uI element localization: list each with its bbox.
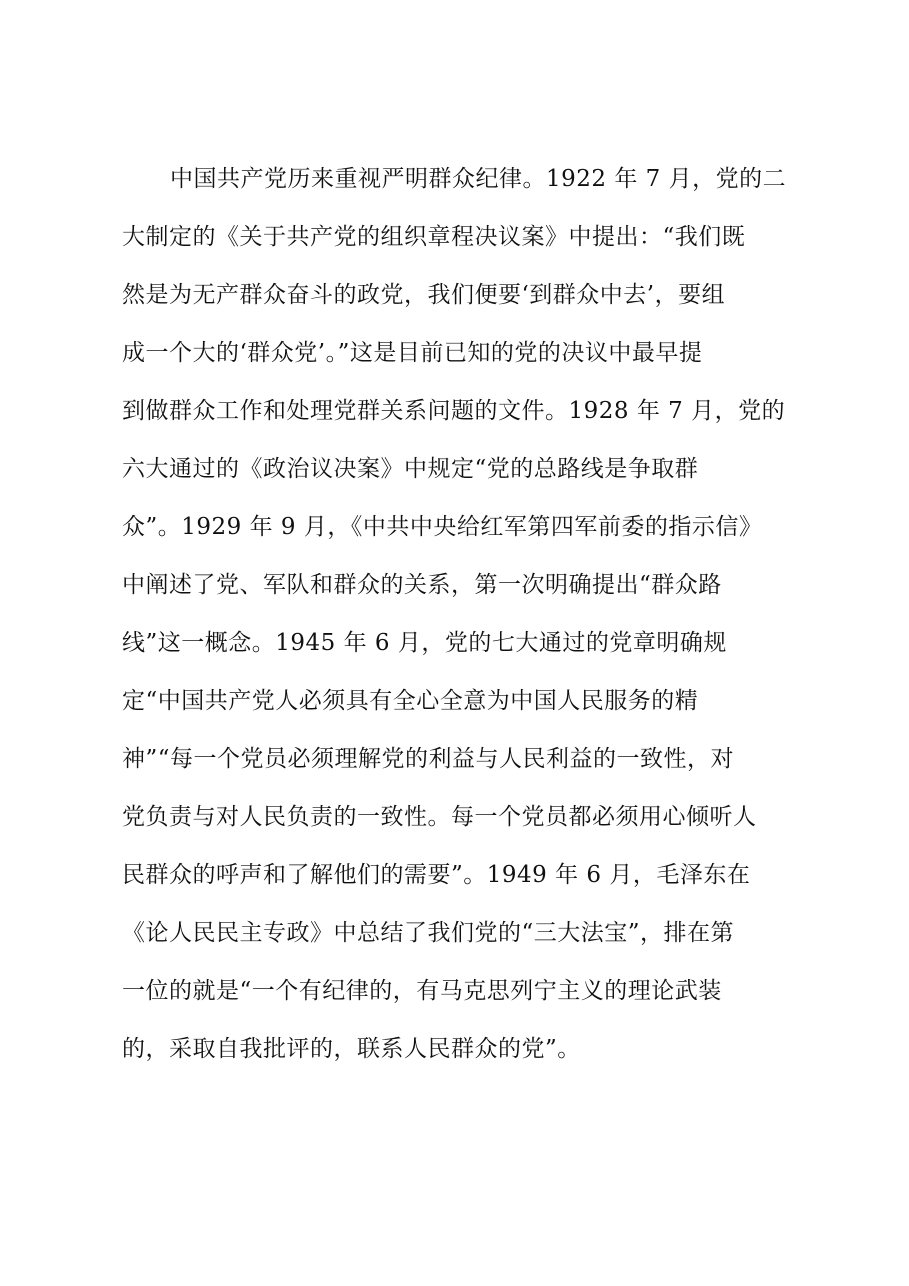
paragraph-line: 大制定的《关于共产党的组织章程决议案》中提出：“我们既 (122, 224, 746, 250)
paragraph-line: 定“中国共产党人必须具有全心全意为中国人民服务的精 (122, 688, 699, 714)
paragraph-line: 《论人民民主专政》中总结了我们党的“三大法宝”，排在第 (122, 920, 735, 946)
paragraph-line: 然是为无产群众奋斗的政党，我们便要‘到群众中去’，要组 (122, 282, 726, 308)
paragraph-line: 成一个大的‘群众党’。”这是目前已知的党的决议中最早提 (122, 340, 703, 366)
paragraph-line: 中阐述了党、军队和群众的关系，第一次明确提出“群众路 (122, 572, 722, 598)
paragraph-line: 神”“每一个党员必须理解党的利益与人民利益的一致性，对 (122, 746, 735, 772)
paragraph-line: 六大通过的《政治议决案》中规定“党的总路线是争取群 (122, 456, 699, 482)
paragraph-line: 中国共产党历来重视严明群众纪律。1922 年 7 月，党的二 (170, 166, 787, 192)
paragraph-line: 到做群众工作和处理党群关系问题的文件。1928 年 7 月，党的 (122, 398, 786, 424)
paragraph-line: 民群众的呼声和了解他们的需要”。1949 年 6 月，毛泽东在 (122, 862, 751, 888)
paragraph-line: 一位的就是“一个有纪律的，有马克思列宁主义的理论武装 (122, 978, 722, 1004)
paragraph-line: 党负责与对人民负责的一致性。每一个党员都必须用心倾听人 (122, 804, 757, 830)
body-paragraph (122, 150, 787, 1078)
paragraph-line: 线”这一概念。1945 年 6 月，党的七大通过的党章明确规 (122, 630, 727, 656)
paragraph-line: 的，采取自我批评的，联系人民群众的党”。 (122, 1036, 581, 1062)
paragraph-line: 众”。1929 年 9 月，《中共中央给红军第四军前委的指示信》 (122, 514, 763, 540)
